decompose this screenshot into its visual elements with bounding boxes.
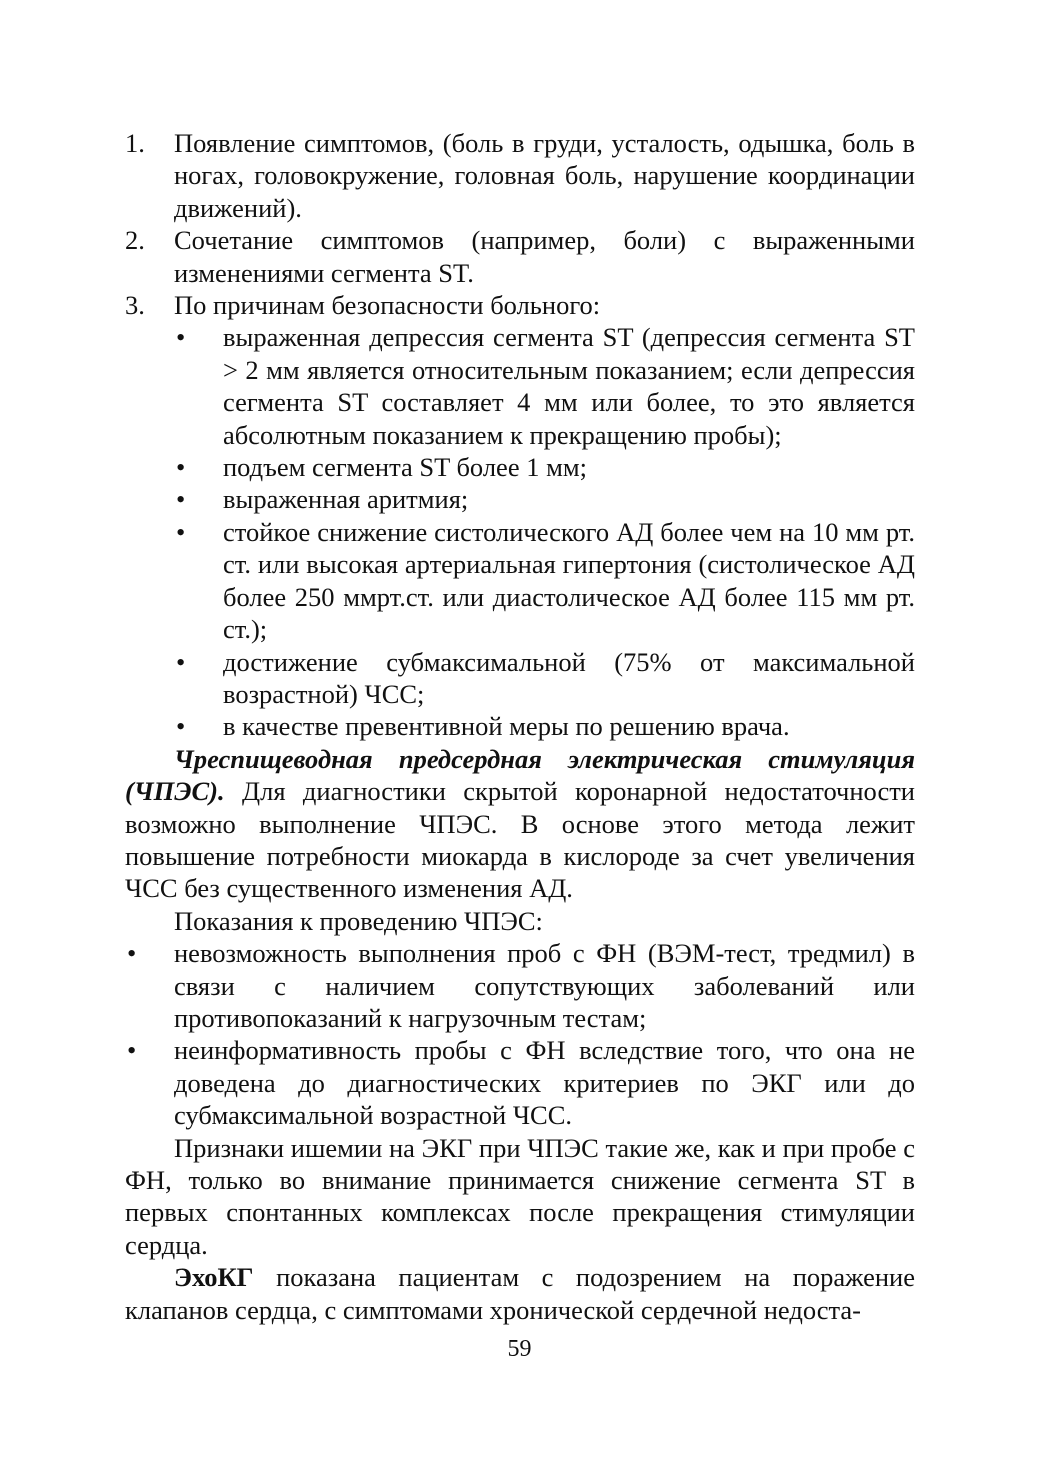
bullet-icon: • (176, 322, 186, 353)
chpes-text: Для диагностики скрытой коронарной недостаточности возможно выполнение ЧПЭС. В основе этого метода лежит повышение потребности миокарда в кислороде за счет увеличения ЧСС без существенного изменения АД. (125, 776, 915, 904)
bullet-icon: • (176, 516, 186, 547)
indications-heading: Показания к проведению ЧПЭС: (174, 905, 543, 936)
echo-text: показана пациентам с подозрением на поражение клапанов сердца, с симптомами хронической сердечной недоста- (125, 1262, 915, 1325)
list-number: 2. (125, 225, 145, 256)
list-item (125, 224, 915, 289)
list-item (174, 483, 915, 515)
list-item (125, 127, 915, 224)
list-item-text: Появление симптомов, (боль в груди, усталость, одышка, боль в ногах, головокружение, головная боль, нарушение координации движений). (174, 128, 915, 223)
bullet-icon: • (176, 484, 186, 515)
echo-term: ЭхоКГ (174, 1262, 254, 1293)
list-item (174, 451, 915, 483)
list-item-text: выраженная аритмия; (223, 484, 469, 515)
echo-paragraph (125, 1261, 915, 1326)
list-item (174, 646, 915, 711)
list-item-text: невозможность выполнения проб с ФН (ВЭМ-тест, тредмил) в связи с наличием сопутствующих заболеваний или противопоказаний к нагрузочным тестам; (174, 938, 915, 1033)
list-item-text: достижение субмаксимальной (75% от максимальной возрастной) ЧСС; (223, 646, 915, 709)
chpes-paragraph (125, 743, 915, 905)
list-item (125, 937, 915, 1034)
bullet-icon: • (176, 711, 186, 742)
bullet-icon: • (127, 1035, 137, 1066)
page-number: 59 (507, 1336, 532, 1362)
safety-bullet-list (174, 321, 915, 742)
bullet-icon: • (176, 646, 186, 677)
list-item (174, 710, 915, 742)
list-number: 3. (125, 290, 145, 321)
list-item-text: стойкое снижение систолического АД более чем на 10 мм рт. ст. или высокая артериальная гипертония (систолическое АД более 250 ммрт.ст. или диастолическое АД более 115 мм рт. ст.); (223, 516, 915, 645)
bullet-icon: • (176, 452, 186, 483)
list-item (174, 321, 915, 451)
criteria-list (125, 127, 915, 321)
list-item-text: в качестве превентивной меры по решению врача. (223, 711, 790, 742)
list-item-text: По причинам безопасности больного: (174, 290, 601, 321)
list-item-text: неинформативность пробы с ФН вследствие того, что она не доведена до диагностических критериев по ЭКГ или до субмаксимальной возрастной ЧСС. (174, 1035, 915, 1131)
list-item (125, 289, 915, 321)
list-item-text: выраженная депрессия сегмента ST (депрессия сегмента ST > 2 мм является относительным показанием; если депрессия сегмента ST составляет 4 мм или более, то это является абсолютным показанием к прекращению пробы); (223, 322, 915, 450)
ischemia-paragraph: Признаки ишемии на ЭКГ при ЧПЭС такие же, как и при пробе с ФН, только во внимание принимается снижение сегмента ST в первых спонтанных комплексах после прекращения стимуляции сердца. (125, 1132, 915, 1260)
list-item-text: Сочетание симптомов (например, боли) с выраженными изменениями сегмента ST. (174, 225, 915, 288)
indications-list (125, 937, 915, 1131)
list-number: 1. (125, 128, 145, 158)
page-body (125, 127, 915, 1326)
chpes-term: Чреспищеводная предсердная электрическая стимуляция (ЧПЭС). (125, 743, 915, 807)
list-item-text: подъем сегмента ST более 1 мм; (223, 452, 587, 483)
list-item (125, 1034, 915, 1131)
list-item (174, 516, 915, 646)
bullet-icon: • (127, 938, 137, 969)
